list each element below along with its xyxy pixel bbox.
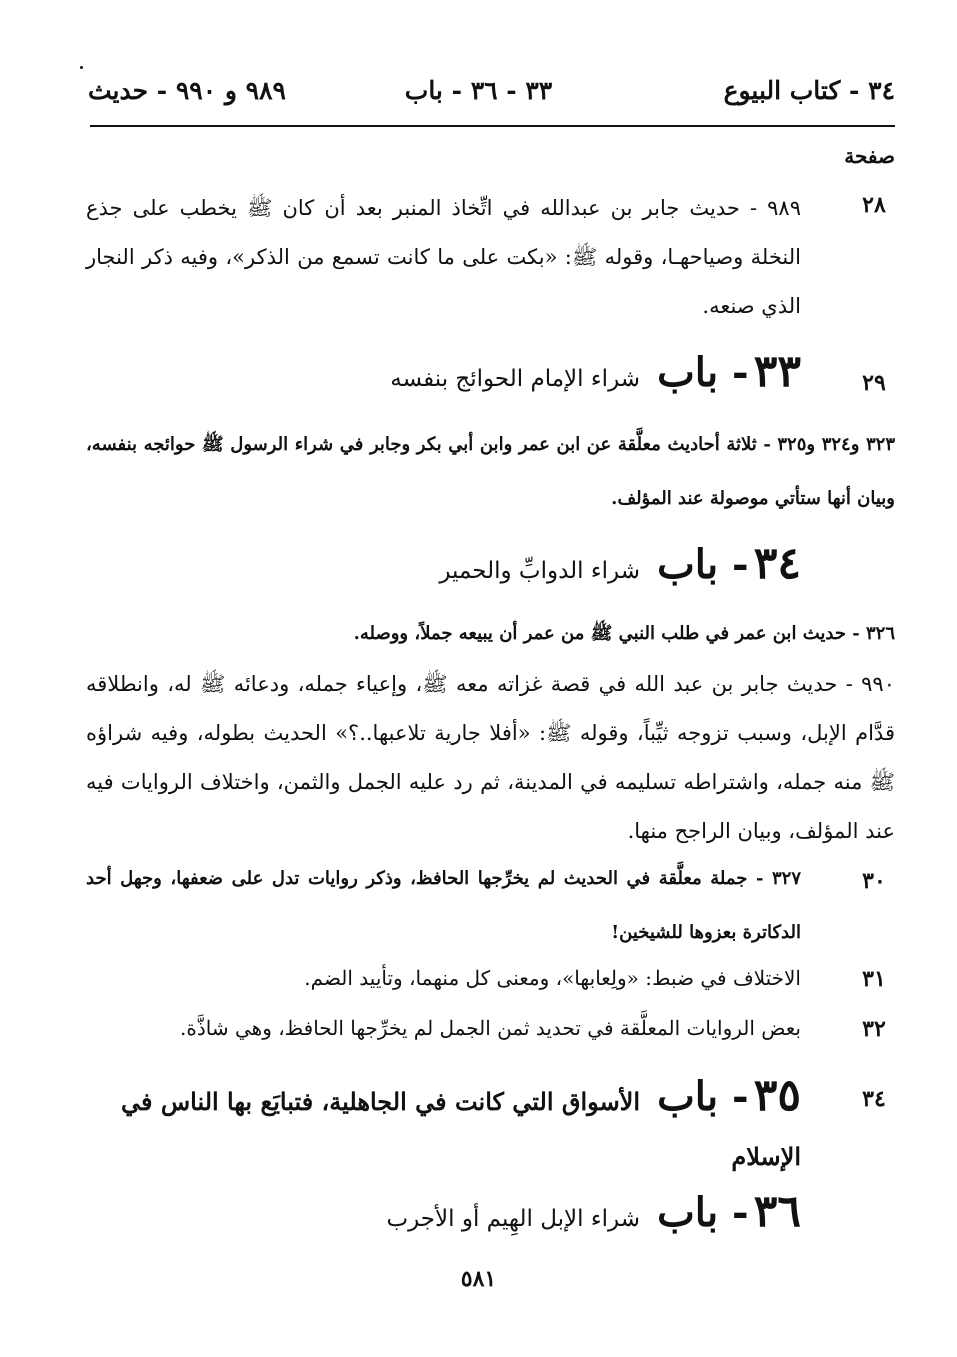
entry-note-32: بعض الروايات المعلَّقة في تحديد ثمن الجمل لم يخرِّجها الحافظ، وهي شاذَّة. — [180, 1016, 801, 1040]
chapter-word: باب — [657, 1073, 719, 1120]
chapter-word: باب — [657, 1189, 719, 1236]
page-ref-29: ٢٩ — [862, 370, 886, 396]
chapter-number: ٣٥ — [753, 1070, 801, 1121]
entry-hadith-990: ٩٩٠ - حديث جابر بن عبد الله في قصة غزاته معه ﷺ، وإعياء جمله، ودعائه ﷺ له، وانطلاقه قدَّام الإبل، وسبب تزوجه ثيِّباً، وقوله ﷺ: «أفلا جارية تلاعبها..؟» الحديث بطوله، وفيه شراؤه ﷺ منه جمله، واشتراطه تسليمه في المدينة، ثم رد عليه الجمل والثمن، واختلاف الروايات فيه عند المؤلف، وبيان الراجح منها. — [86, 672, 895, 843]
page-ref-30: ٣٠ — [862, 868, 886, 894]
entry-note-31: الاختلاف في ضبط: «ولِعابها»، ومعنى كل منهما، وتأييد الضم. — [304, 966, 801, 990]
chapter-word: باب — [657, 349, 719, 396]
header-rule — [90, 125, 895, 127]
page-ref-31: ٣١ — [862, 966, 886, 992]
entry-hadith-326: ٣٢٦ - حديث ابن عمر في طلب النبي ﷺ من عمر أن يبيعه جملاً، ووصله. — [353, 623, 895, 644]
page-number: ٥٨١ — [460, 1266, 497, 1292]
page-column-label: صفحة — [844, 144, 895, 168]
page-ref-32: ٣٢ — [862, 1016, 886, 1042]
entry-hadith-327: ٣٢٧ - جملة معلَّقة في الحديث لم يخرِّجها الحافظ، وذكر روايات تدل على ضعفها، وجهل أحد الدكاترة بعزوها للشيخين! — [86, 868, 801, 943]
chapter-heading-36: ٣٦ - باب شراء الإبل الهِيم أو الأجرب — [386, 1186, 801, 1237]
chapter-title: شراء الدوابِّ والحمير — [439, 558, 641, 584]
entry-hadith-323-325: ٣٢٣ و٣٢٤ و٣٢٥ - ثلاثة أحاديث معلَّقة عن ابن عمر وابن أبي بكر وجابر في شراء الرسول ﷺ حوائجه بنفسه، وبيان أنها ستأتي موصولة عند المؤلف. — [86, 434, 895, 509]
entry-hadith-989: ٩٨٩ - حديث جابر بن عبدالله في اتِّخاذ المنبر بعد أن كان ﷺ يخطب على جذع النخلة وصياحهـا، وقوله ﷺ: «بكت على ما كانت تسمع من الذكر»، وفيه ذكر النجار الذي صنعه. — [86, 196, 801, 318]
page-ref-28: ٢٨ — [862, 192, 886, 218]
chapter-heading-34: ٣٤ - باب شراء الدوابِّ والحمير — [439, 538, 801, 589]
ink-speck — [80, 66, 83, 69]
chapter-number: ٣٤ — [753, 538, 801, 589]
chapter-word: باب — [657, 541, 719, 588]
chapter-heading-35: ٣٥ - باب الأسواق التي كانت في الجاهلية، فتبايَع بها الناس في الإسلام — [121, 1070, 801, 1171]
chapter-heading-33: ٣٣ - باب شراء الإمام الحوائج بنفسه — [390, 346, 801, 397]
chapter-number: ٣٦ — [753, 1186, 801, 1237]
chapter-number: ٣٣ — [753, 346, 801, 397]
header-chapter-range: ٣٣ - ٣٦ - باب — [404, 76, 553, 105]
chapter-title: الأسواق التي كانت في الجاهلية، فتبايَع بها الناس في الإسلام — [121, 1087, 801, 1171]
header-book-title: ٣٤ - كتاب البيوع — [723, 76, 895, 105]
header-hadith-range: ٩٨٩ و ٩٩٠ - حديث — [88, 76, 286, 105]
chapter-title: شراء الإبل الهِيم أو الأجرب — [386, 1206, 641, 1232]
page-ref-34: ٣٤ — [862, 1086, 886, 1112]
chapter-title: شراء الإمام الحوائج بنفسه — [390, 366, 641, 392]
